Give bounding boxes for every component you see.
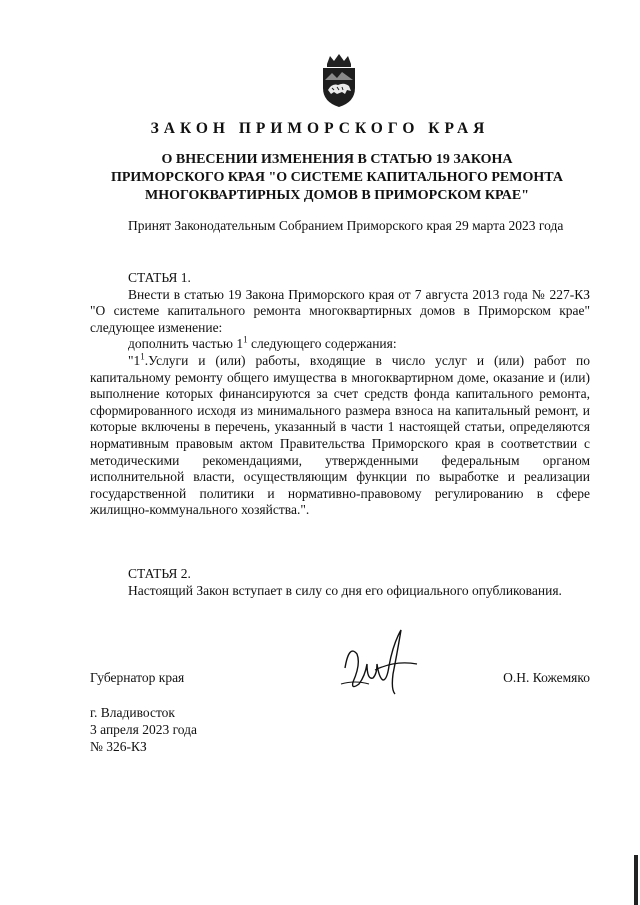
adoption-statement xyxy=(90,218,590,235)
footer-date: 3 апреля 2023 года xyxy=(90,722,198,737)
law-title: ЗАКОН ПРИМОРСКОГО КРАЯ xyxy=(150,120,490,137)
scan-edge-mark xyxy=(634,855,638,905)
article-2 xyxy=(90,566,590,599)
subtitle-line: ПРИМОРСКОГО КРАЯ "О СИСТЕМЕ КАПИТАЛЬНОГО РЕМОНТА xyxy=(110,170,564,185)
amendment-quote xyxy=(90,353,590,519)
signature-block xyxy=(90,670,590,690)
article-1-amendment-intro xyxy=(90,336,590,353)
amendment-intro-text-end: следующего содержания: xyxy=(247,336,397,352)
adoption-text: Принят Законодательным Собранием Приморского края 29 марта 2023 года xyxy=(128,218,564,233)
superscript: 1 xyxy=(243,334,248,345)
amendment-intro-text: дополнить частью 1 xyxy=(128,336,244,352)
subtitle-line: О ВНЕСЕНИИ ИЗМЕНЕНИЯ В СТАТЬЮ 19 ЗАКОНА xyxy=(161,152,513,167)
footer-number: № 326-КЗ xyxy=(90,739,147,754)
article-1-paragraph: Внести в статью 19 Закона Приморского края от 7 августа 2013 года № 227-КЗ "О системе капитального ремонта многоквартирных домов в Приморском крае" следующее изменение: xyxy=(90,286,590,335)
document-footer xyxy=(90,704,197,755)
superscript: 1 xyxy=(140,351,145,362)
footer-city: г. Владивосток xyxy=(90,705,175,720)
article-2-heading: СТАТЬЯ 2. xyxy=(128,566,191,581)
quote-text: .Услуги и (или) работы, входящие в число услуг и (или) работ по капитальному ремонту общего имущества в многоквартирном доме, оказание и (или) выполнение которых финансируются за счет средств фонда капитального ремонта, сформированного исходя из минимального размера взноса на капитальный ремонт, и которые включены в перечень, указанный в части 1 настоящей статьи, определяются нормативным правовым актом Правительства Приморского края в соответствии с методическими рекомендациями, утвержденными федеральным органом исполнительной власти, осуществляющим функции по выработке и реализации государственной политики и нормативно-правовому регулированию в сфере жилищно-коммунального хозяйства.". xyxy=(90,352,590,518)
article-2-paragraph: Настоящий Закон вступает в силу со дня его официального опубликования. xyxy=(128,582,562,598)
coat-of-arms-icon xyxy=(318,52,360,108)
governor-name: О.Н. Кожемяко xyxy=(503,670,590,685)
law-subtitle xyxy=(70,151,604,205)
subtitle-line: МНОГОКВАРТИРНЫХ ДОМОВ В ПРИМОРСКОМ КРАЕ" xyxy=(144,188,529,203)
quote-prefix: "1 xyxy=(128,352,141,368)
governor-title: Губернатор края xyxy=(90,670,185,685)
article-1 xyxy=(90,270,590,519)
article-1-heading: СТАТЬЯ 1. xyxy=(128,270,191,285)
